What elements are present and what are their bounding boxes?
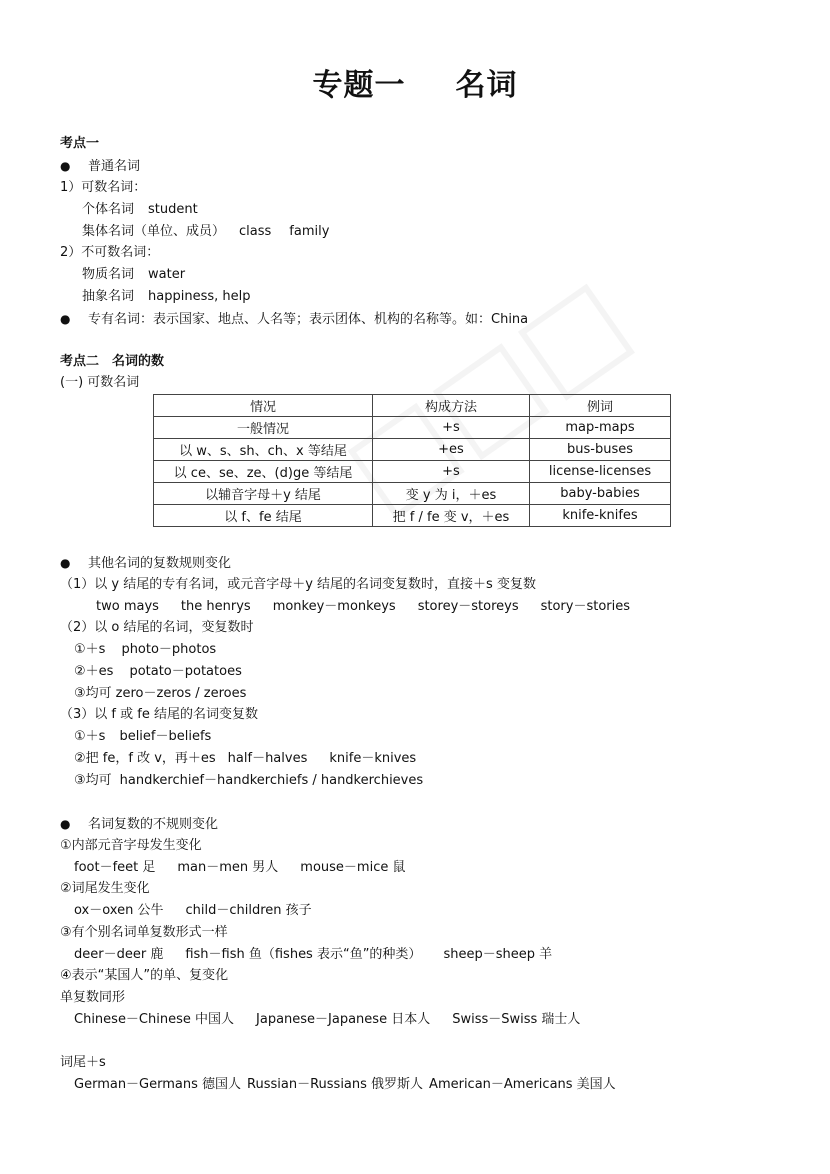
individual-label: 个体名词	[82, 202, 135, 217]
irregular-1: ①内部元音字母发生变化	[60, 838, 202, 853]
countable-subheading: (一) 可数名词	[60, 375, 140, 390]
table-cell: 以 ce、se、ze、(d)ge 等结尾	[154, 461, 373, 483]
example: knife－knives	[329, 751, 417, 766]
proper-noun-text: 专有名词：表示国家、地点、人名等；表示团体、机构的名称等。如：China	[88, 312, 529, 327]
table-cell: 变 y 为 i，＋es	[373, 483, 530, 505]
section1-heading: 考点一	[60, 136, 100, 151]
irregular-item	[60, 815, 218, 834]
common-noun-label: 普通名词	[88, 159, 141, 174]
example: man－men 男人	[177, 860, 279, 875]
collective-example-2: family	[289, 224, 330, 239]
example: deer－deer 鹿	[74, 947, 164, 962]
rule-3c	[74, 772, 423, 790]
material-example: water	[148, 267, 186, 282]
rule-label: ②＋es	[74, 664, 114, 679]
bullet-icon: ●	[60, 312, 71, 326]
table-cell: 把 f / fe 变 v，＋es	[373, 505, 530, 527]
table-row	[154, 505, 671, 527]
table-row	[154, 461, 671, 483]
plus-s-examples	[74, 1076, 616, 1094]
rule-2c	[74, 685, 246, 703]
example: child－children 孩子	[185, 903, 312, 918]
proper-noun-item	[60, 310, 528, 329]
individual-example: student	[148, 202, 198, 217]
example: photo－photos	[121, 642, 217, 657]
plural-rules-table	[153, 394, 671, 527]
material-label: 物质名词	[82, 267, 135, 282]
rule-2a	[74, 641, 216, 659]
abstract-example: happiness, help	[148, 289, 251, 304]
common-noun-item	[60, 157, 140, 176]
example: Chinese－Chinese 中国人	[74, 1012, 235, 1027]
rule-2: （2）以 o 结尾的名词，变复数时	[60, 620, 254, 635]
bullet-icon: ●	[60, 159, 71, 173]
plus-s-label: 词尾＋s	[60, 1055, 106, 1070]
section2-heading: 考点二 名词的数	[60, 354, 165, 369]
example: handkerchief－handkerchiefs / handkerchieves	[119, 773, 424, 788]
rule-label: ①＋s	[74, 729, 106, 744]
irregular-2-examples	[74, 902, 312, 920]
rule-3a	[74, 728, 211, 746]
table-cell: +s	[373, 417, 530, 439]
same-form-label: 单复数同形	[60, 990, 126, 1005]
uncountable-title: 2）不可数名词：	[60, 245, 160, 260]
collective-noun-line	[82, 223, 329, 241]
irregular-4: ④表示“某国人”的单、复变化	[60, 968, 229, 983]
irregular-2: ②词尾发生变化	[60, 881, 150, 896]
table-cell: 以 f、fe 结尾	[154, 505, 373, 527]
other-rules-item	[60, 554, 231, 573]
irregular-3: ③有个别名词单复数形式一样	[60, 925, 228, 940]
example: two mays	[96, 599, 159, 614]
example: sheep－sheep 羊	[443, 947, 553, 962]
table-cell: +es	[373, 439, 530, 461]
example: fish－fish 鱼（fishes 表示“鱼”的种类）	[185, 947, 422, 962]
abstract-label: 抽象名词	[82, 289, 135, 304]
irregular-1-examples	[74, 859, 405, 877]
table-header: 构成方法	[373, 395, 530, 417]
example: story－stories	[540, 599, 631, 614]
material-noun-line	[82, 266, 185, 284]
table-row	[154, 439, 671, 461]
table-cell: 一般情况	[154, 417, 373, 439]
example: ox－oxen 公牛	[74, 903, 164, 918]
other-rules-label: 其他名词的复数规则变化	[88, 556, 232, 571]
bullet-icon: ●	[60, 817, 71, 831]
page-title	[0, 60, 830, 104]
abstract-noun-line	[82, 288, 251, 306]
table-cell: baby-babies	[530, 483, 671, 505]
example: Russian－Russians 俄罗斯人	[247, 1077, 424, 1092]
rule-3: （3）以 f 或 fe 结尾的名词变复数	[60, 707, 258, 722]
rule-label: ②把 fe，f 改 v，再＋es	[74, 751, 216, 766]
same-form-examples	[74, 1011, 580, 1029]
individual-noun-line	[82, 201, 198, 219]
example: storey－storeys	[417, 599, 519, 614]
table-row	[154, 417, 671, 439]
rule-label: ③均可	[74, 773, 112, 788]
irregular-label: 名词复数的不规则变化	[88, 817, 219, 832]
example: the henrys	[180, 599, 251, 614]
rule-label: ③均可	[74, 686, 112, 701]
rule-2b	[74, 663, 242, 681]
table-cell: 以辅音字母＋y 结尾	[154, 483, 373, 505]
example: foot－feet 足	[74, 860, 156, 875]
rule-label: ①＋s	[74, 642, 106, 657]
table-cell: knife-knifes	[530, 505, 671, 527]
rule-1: （1）以 y 结尾的专有名词，或元音字母＋y 结尾的名词变复数时，直接＋s 变复数	[60, 577, 536, 592]
table-header-row	[154, 395, 671, 417]
table-cell: 以 w、s、sh、ch、x 等结尾	[154, 439, 373, 461]
rule-1-examples	[96, 598, 630, 616]
table-cell: bus-buses	[530, 439, 671, 461]
example: zero－zeros / zeroes	[115, 686, 247, 701]
collective-label: 集体名词（单位、成员）	[82, 224, 226, 239]
example: potato－potatoes	[129, 664, 242, 679]
example: German－Germans 德国人	[74, 1077, 242, 1092]
table-row	[154, 483, 671, 505]
title-part1: 专题一	[312, 68, 406, 103]
table-header: 例词	[530, 395, 671, 417]
table-header: 情况	[154, 395, 373, 417]
example: American－Americans 美国人	[429, 1077, 616, 1092]
title-part2: 名词	[455, 68, 518, 103]
countable-title: 1）可数名词：	[60, 180, 147, 195]
table-cell: +s	[373, 461, 530, 483]
example: Japanese－Japanese 日本人	[256, 1012, 431, 1027]
example: Swiss－Swiss 瑞士人	[452, 1012, 581, 1027]
collective-example-1: class	[239, 224, 272, 239]
example: half－halves	[227, 751, 308, 766]
irregular-3-examples	[74, 946, 552, 964]
bullet-icon: ●	[60, 556, 71, 570]
example: mouse－mice 鼠	[300, 860, 406, 875]
rule-3b	[74, 750, 416, 768]
example: belief－beliefs	[119, 729, 212, 744]
example: monkey－monkeys	[272, 599, 396, 614]
table-cell: map-maps	[530, 417, 671, 439]
table-cell: license-licenses	[530, 461, 671, 483]
